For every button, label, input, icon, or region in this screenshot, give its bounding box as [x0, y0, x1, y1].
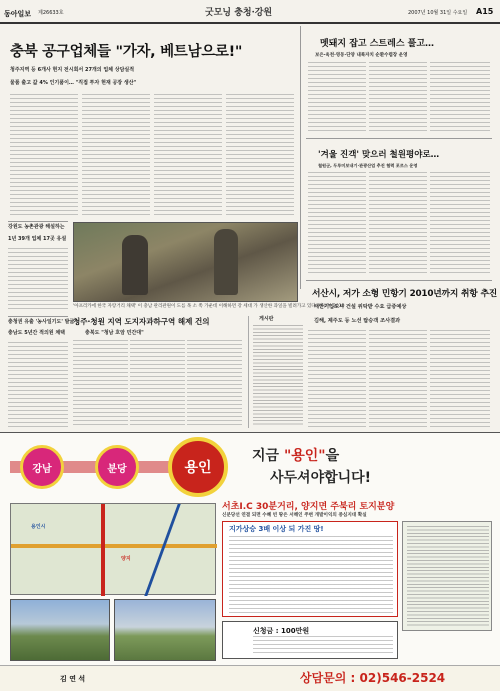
- tagline-pre: 지금: [252, 448, 284, 464]
- ad-bullet-lines: [229, 536, 393, 614]
- right-mid-headline: '겨울 진객' 맞으러 철원평야로…: [318, 150, 440, 160]
- main-body-col-4: [226, 94, 294, 217]
- ad-side-lines: [407, 526, 489, 628]
- map-road-1: [11, 544, 217, 548]
- right-story-subhead-1: 태안기업도시 건설 위탁받 수요 급증예상: [314, 304, 407, 310]
- right-top-subhead: 보은·옥천·영동·단양 내륙자치 순환수렵장 운영: [315, 53, 408, 58]
- ad-price: 신청금 : 100만원: [253, 627, 310, 635]
- map-label-yangji: 양지: [121, 556, 131, 562]
- brief-rule-2: [8, 316, 68, 317]
- ad-bullet-box: [222, 521, 398, 617]
- right-story-body-2: [369, 330, 427, 428]
- ad-phone: [300, 669, 445, 686]
- ad-offer-sub: 신분당선 연결 되면 수혜 빈 땅은 서해인 주변 개발이익의 중심지대 확실: [222, 513, 367, 518]
- ad-company: 김 연 석: [60, 675, 86, 683]
- right-story-body-3: [430, 330, 490, 428]
- right-story-headline: 서산시, 저가 소형 민항기 2010년까지 취항 추진: [312, 289, 498, 299]
- photo-figure-right: [214, 229, 238, 295]
- right-mid-subhead: 철원군, 두루미보내기·관광산업 추진 협력 포르스 운영: [318, 163, 418, 168]
- right-top-body-2: [369, 62, 427, 134]
- badge-gangnam-label: 강남: [32, 463, 52, 475]
- map-road-2: [101, 504, 105, 596]
- mid-body-1: [73, 340, 128, 428]
- map-label-yongin: 용인시: [31, 524, 46, 530]
- right-story-subhead-2: 김해, 제주도 등 노선 탑승객 조사결과: [314, 318, 401, 324]
- brief-1-title: 강원도 농촌관광 해설하는: [8, 224, 65, 230]
- right-mid-body-1: [308, 172, 366, 274]
- ad-phone-label: 상담문의 :: [300, 671, 360, 685]
- ad-tagline: [252, 445, 339, 465]
- calendar-entries: [253, 325, 303, 427]
- ad-bullet-title: 지가상승 3배 이상 되 가진 땅!: [229, 525, 324, 533]
- right-mid-body-2: [369, 172, 427, 274]
- mid-body-3: [187, 340, 242, 428]
- badge-bundang: [95, 445, 139, 489]
- badge-gangnam: [20, 445, 64, 489]
- right-rule-1: [306, 138, 492, 139]
- calendar-box: [248, 316, 303, 428]
- photo-caption: '아프리카에 한국 자랑거리 채택' 이 충남 관리관원이 도를 목 소 쪽 가운데 이해하면 강 세대 가 생산한 과일을 빌려가고 있다. 자료부 2010: [73, 304, 345, 309]
- right-story-body-1: [308, 330, 366, 428]
- masthead: [0, 0, 500, 24]
- masthead-rule: [0, 22, 500, 24]
- ad-apply-box: [222, 621, 398, 659]
- brief-2-body: [8, 342, 68, 428]
- brief-1-body: [8, 248, 68, 312]
- farm-photo: [73, 222, 298, 302]
- brief-2-title: 충청권 유출 '농사일기도' 발굴: [8, 319, 75, 325]
- mid-headline: 청주·청원 지역 도지자과하구역 해제 건의: [73, 317, 210, 326]
- badge-yongin: [168, 437, 228, 497]
- right-mid-body-3: [430, 172, 490, 274]
- ad-photo-1: [10, 599, 110, 661]
- brief-1-subtitle: 1년 39개 업체 17곳 유설: [8, 236, 67, 242]
- main-subhead-1: 청주지역 등 6개사 현지 전시회서 27개의 업체 상담실적: [10, 67, 135, 73]
- ad-side-map: [402, 521, 492, 631]
- issue-number: 제26633호: [38, 10, 64, 16]
- ad-tagline-line2: 사두셔야합니다!: [270, 470, 372, 486]
- badge-bundang-label: 분당: [107, 463, 127, 475]
- brief-2-subtitle: 충남도 5년간 적의원 채택: [8, 330, 66, 336]
- section-logo: 굿모닝 충청·강원: [205, 8, 273, 18]
- ad-footer: [0, 665, 500, 691]
- ad-phone-number: 02)546-2524: [359, 671, 446, 685]
- main-subhead-2: 물품 출고 값 4% 인기품이… "직접 투자 현재 공장 생산": [10, 80, 137, 86]
- photo-figure-left: [122, 235, 148, 295]
- calendar-title: 게시판: [259, 316, 274, 322]
- mid-body-2: [130, 340, 185, 428]
- main-body-col-1: [10, 94, 78, 217]
- ad-map: [10, 503, 216, 595]
- brief-rule-1: [8, 221, 68, 222]
- right-top-body-1: [308, 62, 366, 134]
- paper-name: 동아일보: [4, 10, 32, 18]
- mid-subhead: 충북도 "청남 호암 민간대": [85, 330, 144, 336]
- main-headline: 충북 공구업체들 "가자, 베트남으로!": [10, 44, 243, 60]
- page-number: A15: [476, 7, 494, 16]
- column-divider: [300, 26, 301, 289]
- land-advertisement: [0, 433, 500, 691]
- ad-photo-2: [114, 599, 216, 661]
- ad-offer: 서초I.C 30분거리, 양지면 주북리 토지분양: [222, 502, 395, 512]
- ad-apply-lines: [253, 636, 393, 656]
- main-body-col-2: [82, 94, 150, 217]
- map-road-3: [144, 504, 180, 596]
- badge-yongin-label: 용인: [184, 460, 212, 476]
- right-top-body-3: [430, 62, 490, 134]
- issue-date: 2007년 10월 31일 수요일: [408, 10, 468, 16]
- main-body-col-3: [154, 94, 222, 217]
- right-top-headline: 멧돼지 잡고 스트레스 풀고…: [320, 39, 435, 49]
- tagline-post: 을: [325, 448, 340, 464]
- right-rule-2: [306, 280, 492, 281]
- tagline-emphasis: "용인": [283, 448, 326, 464]
